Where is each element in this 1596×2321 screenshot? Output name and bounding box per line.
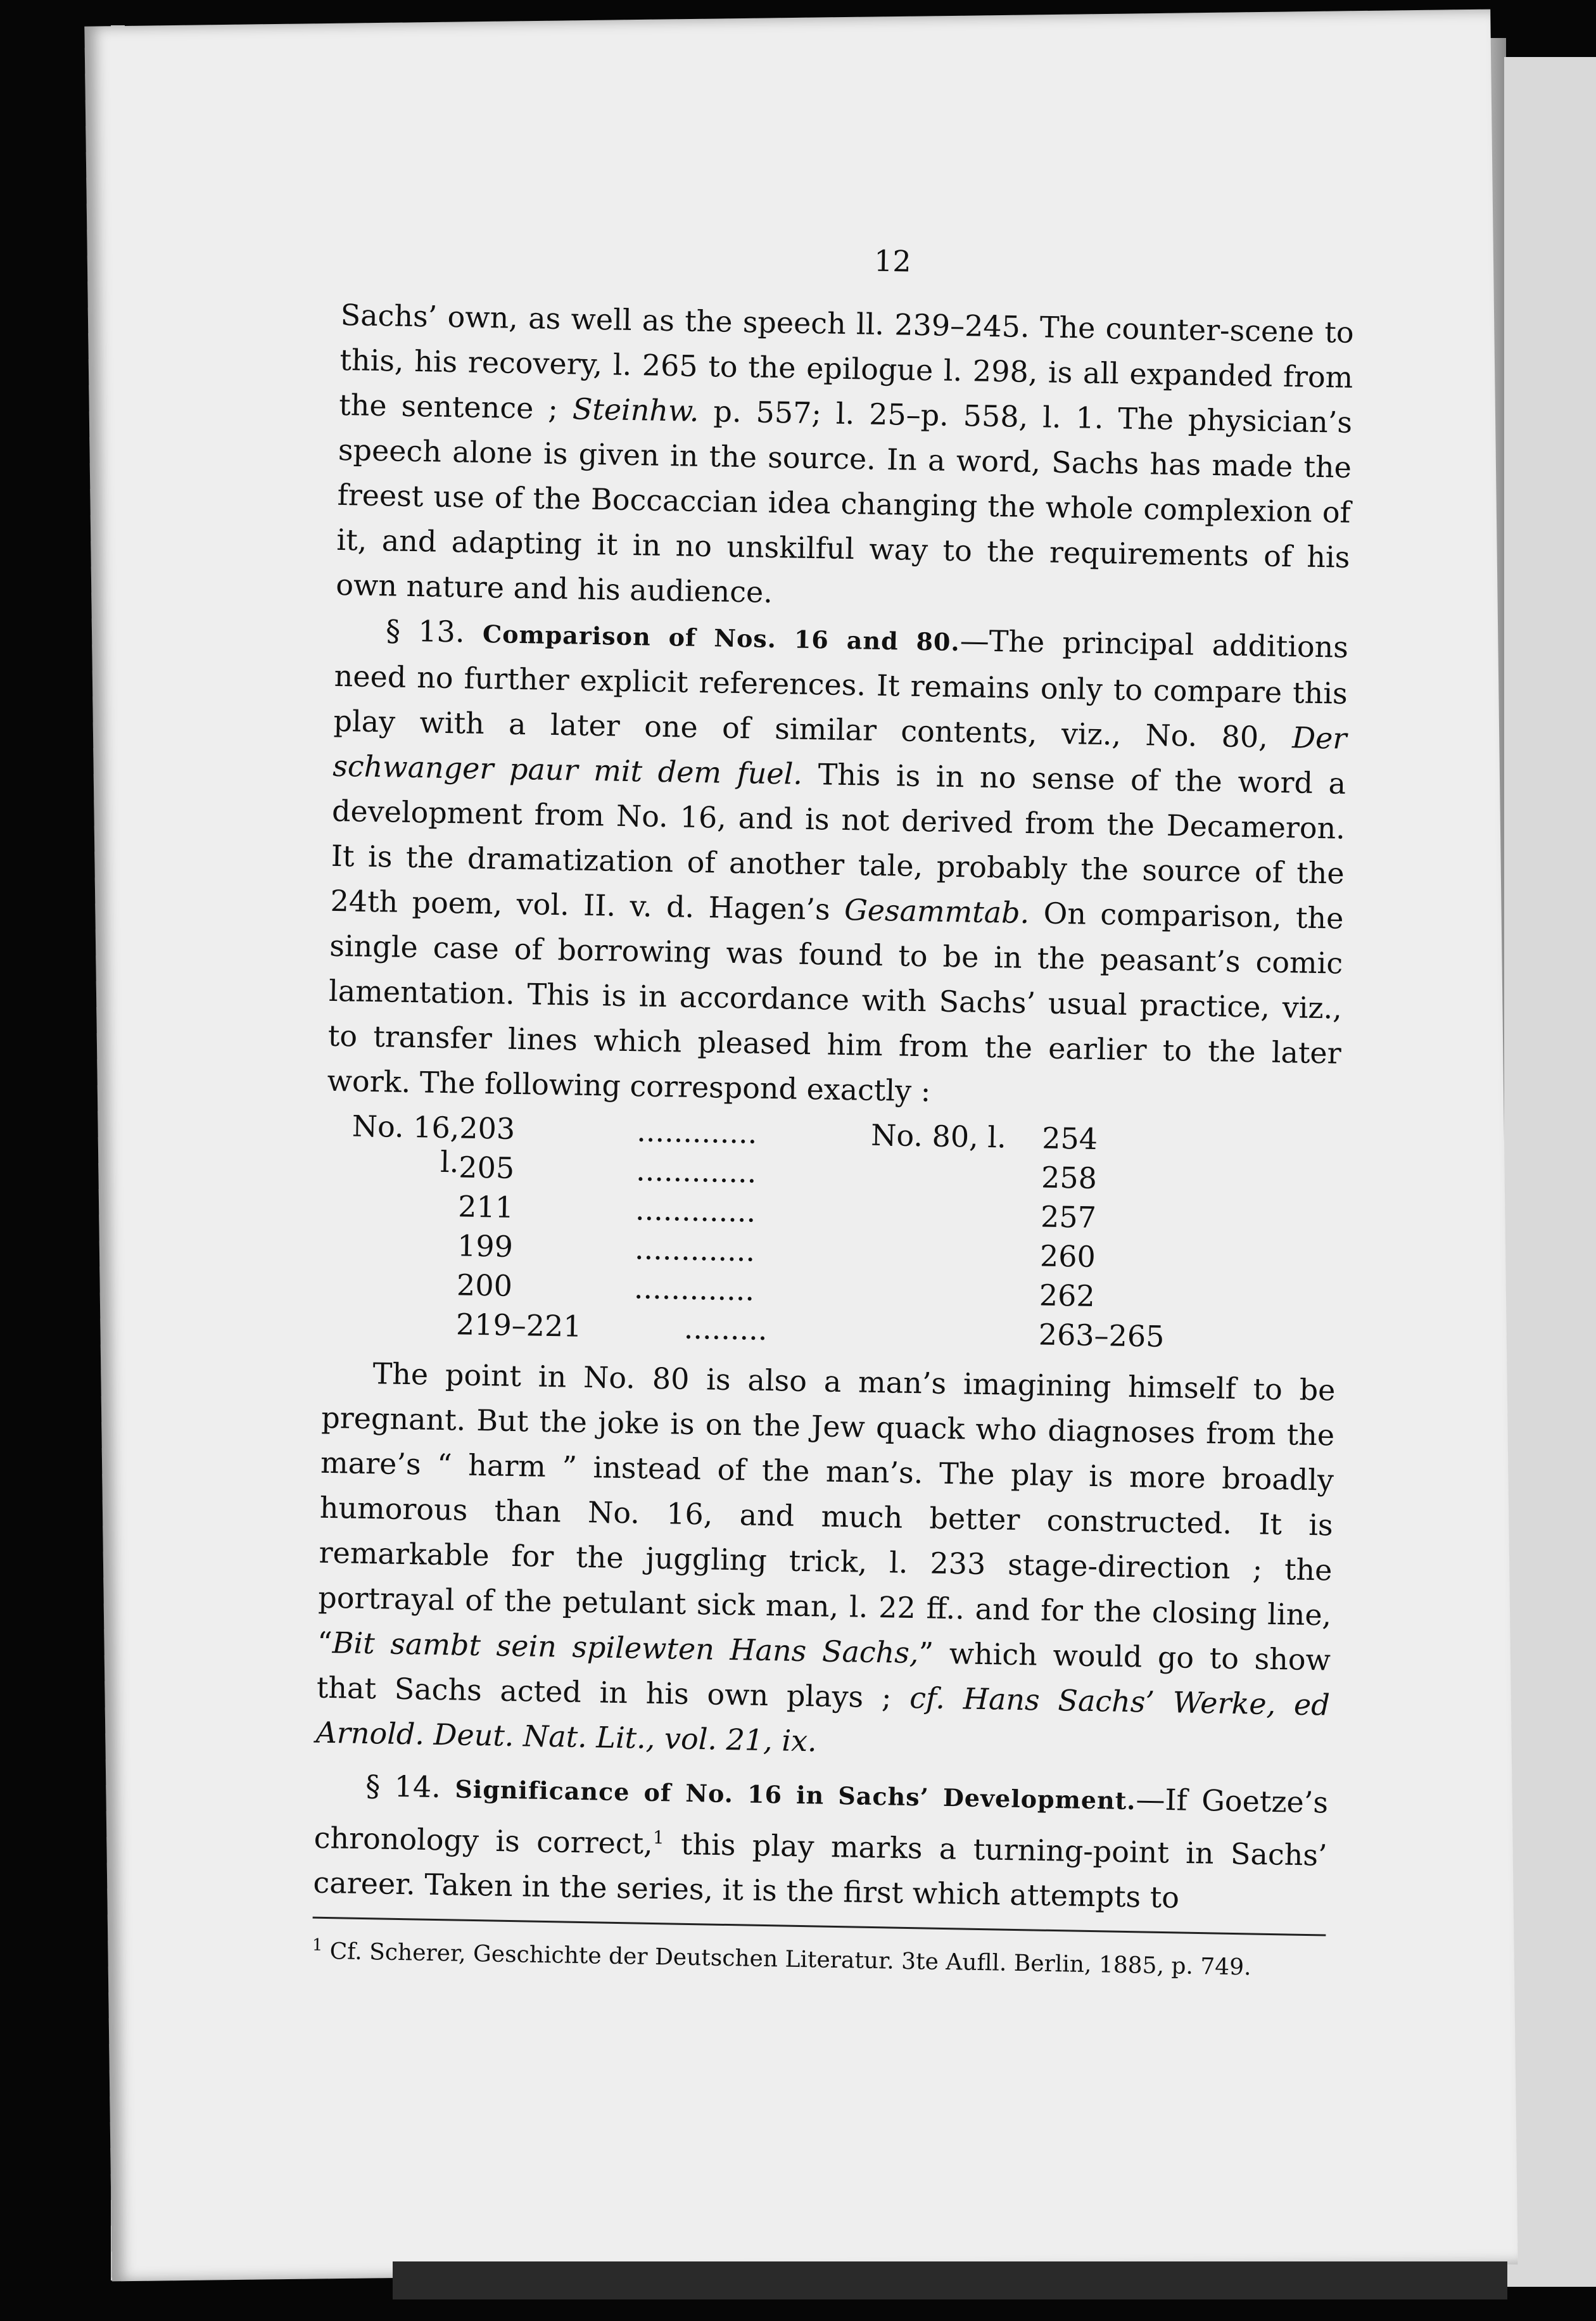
leader-dots: ......... bbox=[683, 1311, 768, 1347]
leader-dots: ............. bbox=[634, 1231, 756, 1268]
right-line: 263–265 bbox=[1038, 1317, 1165, 1354]
text-run-italic: Bit sambt sein spilewten Hans Sachs, bbox=[332, 1625, 919, 1670]
right-line: 254 bbox=[1041, 1121, 1098, 1157]
right-line: 258 bbox=[1041, 1160, 1098, 1196]
left-line: 219–221 bbox=[455, 1307, 583, 1344]
correspondence-table bbox=[322, 1109, 1340, 1362]
text-run: ” which would go to show that Sachs acted in his own plays ; bbox=[316, 1636, 1331, 1715]
text-run: p. 557; l. 25–p. 558, l. 1. The physician’s speech alone is given in the source. In a word, Sachs has made the freest use of the Boccaccian idea changing the whole complexion of it, and adapting it in no unskilful way to the requirements of his own nature and his audience. bbox=[335, 393, 1353, 609]
leader-dots: ............. bbox=[635, 1192, 756, 1229]
footnote-ref: 1 bbox=[652, 1826, 665, 1848]
leader-dots: ............. bbox=[633, 1271, 755, 1307]
text-run-italic: Gesammtab. bbox=[844, 893, 1030, 931]
text-run-italic: Der schwanger paur mit dem fuel. bbox=[332, 720, 1347, 791]
section-heading: Significance of No. 16 in Sachs’ Development. bbox=[455, 1774, 1136, 1815]
facing-page-edge bbox=[1504, 57, 1596, 2287]
section-sign: § 13. bbox=[385, 613, 466, 649]
section-13 bbox=[327, 607, 1348, 1121]
footnote-text: Cf. Scherer, Geschichte der Deutschen Literatur. 3te Aufll. Berlin, 1885, p. 749. bbox=[329, 1938, 1251, 1981]
left-line: 200 bbox=[456, 1268, 513, 1303]
paragraph-1 bbox=[336, 293, 1354, 625]
section-heading: Comparison of Nos. 16 and 80. bbox=[482, 619, 961, 657]
page-text-block bbox=[312, 234, 1355, 1987]
leader-dots: ............. bbox=[636, 1114, 757, 1150]
right-line: 262 bbox=[1039, 1278, 1096, 1313]
right-line: 257 bbox=[1040, 1199, 1097, 1235]
text-run: This is in no sense of the word a development from No. 16, and is not derived from the Decameron. It is the dramatization of another tale, probably the source of the 24th poem, vol. II. v. d. Hagen’s bbox=[330, 756, 1346, 927]
text-run: this play marks a turning-point in Sachs’ career. Taken in the series, it is the first which attempts to bbox=[313, 1826, 1328, 1915]
text-run: —If Goetze’s chronology is correct, bbox=[314, 1782, 1329, 1861]
text-run-italic: cf. Hans Sachs’ Werke, ed Arnold. Deut. Nat. Lit., vol. 21, ix. bbox=[315, 1680, 1331, 1758]
text-run: The point in No. 80 is also a man’s imagining himself to be pregnant. But the joke is on the Jew quack who diagnoses from the mare’s “ harm ” instead of the man’s. The play is more broadly humorous than No. 16, and much better constructed. It is remarkable for the juggling trick, l. 233 stage-direction ; the portrayal of the petulant sick man, l. 22 ff.. and for the closing line, “ bbox=[317, 1356, 1336, 1660]
paragraph-3 bbox=[315, 1351, 1336, 1773]
left-line: 205 bbox=[458, 1150, 515, 1185]
leader-dots: ............. bbox=[635, 1153, 757, 1190]
right-line: 260 bbox=[1039, 1238, 1096, 1275]
left-line: 203 bbox=[459, 1110, 516, 1146]
section-sign: § 14. bbox=[365, 1769, 441, 1805]
text-run: —The principal additions need no further explicit references. It remains only to compare this play with a later one of similar contents, viz., No. 80, bbox=[333, 623, 1349, 755]
text-run: Sachs’ own, as well as the speech ll. 239–245. The counter-scene to this, his recovery, l. 265 to the epilogue l. 298, is all expanded from the sentence ; bbox=[338, 297, 1355, 426]
right-prefix: No. 80, l. bbox=[870, 1117, 1007, 1155]
left-prefix: No. 16, l. bbox=[352, 1109, 460, 1180]
left-line: 211 bbox=[457, 1189, 514, 1224]
text-run-italic: Steinhw. bbox=[572, 391, 700, 428]
page-bottom-shadow bbox=[393, 2261, 1507, 2299]
footnote-marker: 1 bbox=[312, 1935, 323, 1955]
left-line: 199 bbox=[457, 1228, 514, 1264]
section-14 bbox=[313, 1763, 1329, 1923]
text-run: On comparison, the single case of borrowing was found to be in the peasant’s comic lamentation. This is in accordance with Sachs’ usual practice, viz., to transfer lines which pleased him from the earlier to the later work. The following correspond exactly : bbox=[327, 896, 1344, 1109]
page-number: 12 bbox=[873, 243, 912, 279]
